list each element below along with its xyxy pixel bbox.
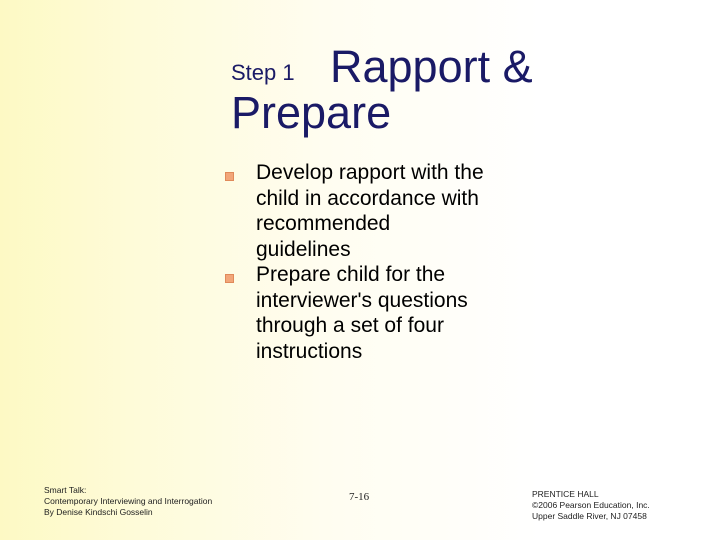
footer-line: ©2006 Pearson Education, Inc.	[532, 500, 650, 510]
square-bullet-icon	[225, 274, 234, 283]
square-bullet-icon	[225, 172, 234, 181]
footer-line: Upper Saddle River, NJ 07458	[532, 511, 647, 521]
footer-line: By Denise Kindschi Gosselin	[44, 507, 153, 517]
footer-line: Smart Talk:	[44, 485, 87, 495]
footer-line: Contemporary Interviewing and Interrogation	[44, 496, 213, 506]
footer-line: PRENTICE HALL	[532, 489, 599, 499]
bullet-text: Develop rapport with the child in accordance with recommended guidelines	[256, 161, 484, 261]
page-number: 7-16	[349, 491, 370, 503]
title-step-label: Step 1	[231, 60, 295, 85]
bullet-list	[225, 160, 485, 364]
bullet-text: Prepare child for the interviewer's questions through a set of four instructions	[256, 263, 468, 363]
title-line2: Prepare	[231, 87, 392, 138]
title-main: Rapport &	[330, 41, 533, 92]
bullet-item	[225, 262, 485, 364]
bullet-item	[225, 160, 485, 262]
footer-publisher	[532, 489, 650, 522]
footer-source	[44, 485, 212, 518]
